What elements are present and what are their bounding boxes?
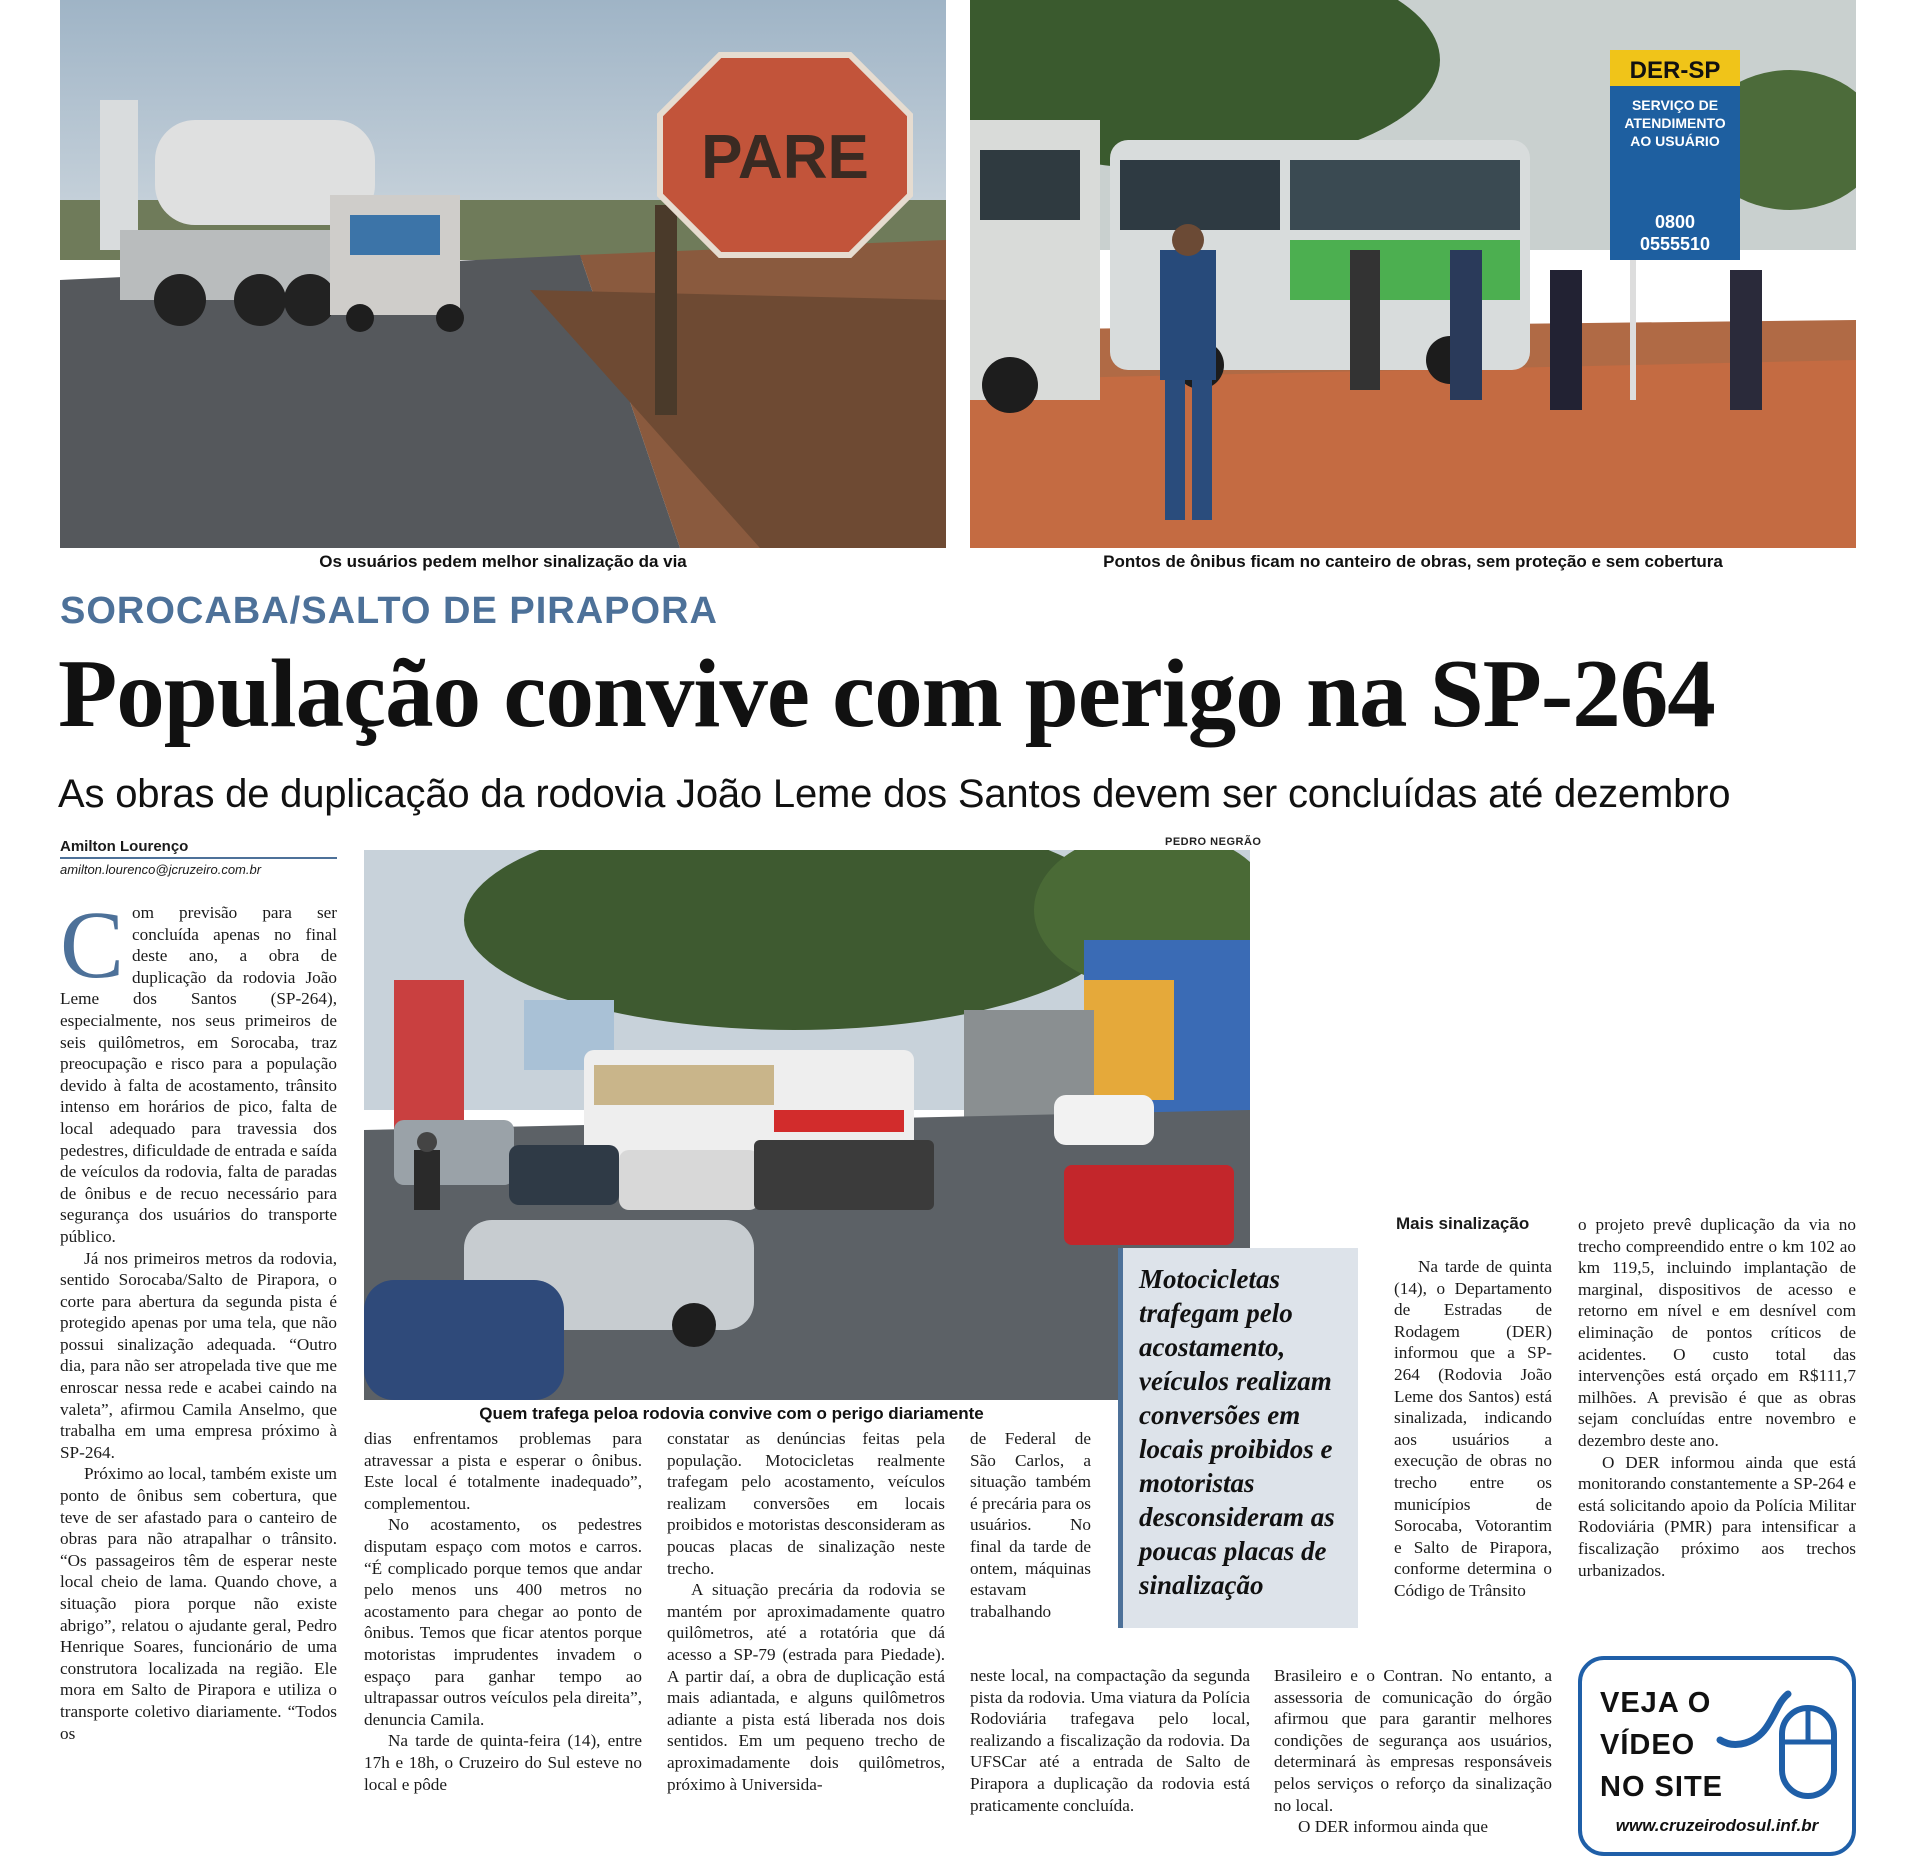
der-sign-phone-1: 0800 xyxy=(1654,212,1696,232)
paragraph: Próximo ao local, também existe um ponto de ônibus sem cobertura, que teve de ser afastado para o canteiro de obras para não atrapalhar o trânsito. “Os passageiros têm de esperar neste local cheio de lama. Quando chove, a situação piora porque não existe abrigo”, relatou o ajudante geral, Pedro Henrique Soares, funcionário de uma construtora localizada na região. Ele mora em Salto de Pirapora e utiliza o transporte coletivo diariamente. “Todos os xyxy=(60,1464,337,1743)
video-badge[interactable] xyxy=(1578,1656,1856,1856)
der-sign-title: DER-SP xyxy=(1629,57,1721,84)
photo-truck-stop-sign xyxy=(60,0,946,548)
paragraph: dias enfrentamos problemas para atravessar a pista e esperar o ônibus. Este local é totalmente inadequado”, complementou. xyxy=(364,1429,642,1513)
article-column-1 xyxy=(60,891,337,1744)
top-left-caption: Os usuários pedem melhor sinalização da via xyxy=(319,552,687,571)
der-sign-line-2: ATENDIMENTO xyxy=(1624,115,1726,131)
paragraph: Na tarde de quinta-feira (14), entre 17h e 18h, o Cruzeiro do Sul esteve no local e pôde xyxy=(364,1731,642,1794)
video-badge-line: VÍDEO xyxy=(1600,1729,1696,1761)
byline-rule xyxy=(60,857,337,859)
top-right-caption: Pontos de ônibus ficam no canteiro de obras, sem proteção e sem cobertura xyxy=(1103,552,1723,571)
article-column-5-narrow xyxy=(1394,1256,1552,1602)
paragraph: neste local, na compactação da segunda pista da rodovia. Uma viatura da Polícia Rodoviária trafegava pelo local, realizando a fiscalização da rodovia. Da UFSCar até a entrada de Salto de Pirapora a duplicação da rodovia está praticamente concluída. xyxy=(970,1666,1250,1815)
photo-truck-stop-sign-image xyxy=(60,0,946,548)
drop-cap: C xyxy=(60,891,125,998)
video-badge-line: NO SITE xyxy=(1600,1771,1724,1803)
main-photo-caption: Quem trafega peloa rodovia convive com o perigo diariamente xyxy=(479,1404,984,1423)
article-column-2 xyxy=(364,1428,642,1795)
pull-quote: Motocicletas trafegam pelo acostamento, veículos realizam conversões em locais proibidos e motoristas desconsideram as poucas placas de sinalização xyxy=(1118,1248,1358,1628)
paragraph: Na tarde de quinta (14), o Departamento de Estradas de Rodagem (DER) informou que a SP-264 (Rodovia João Leme dos Santos) está sinalizada, indicando aos usuários a execução de obras no trecho entre os municípios de Sorocaba, Votorantim e Salto de Pirapora, conforme determina o Código de Trânsito xyxy=(1394,1257,1552,1600)
byline-email: amilton.lourenco@jcruzeiro.com.br xyxy=(60,862,262,877)
paragraph: No acostamento, os pedestres disputam espaço com motos e carros. “É complicado porque temos que andar pelo menos uns 400 metros no acostamento para chegar ao ponto de ônibus. Temos que ficar atentos porque motoristas imprudentes invadem o espaço para ganhar tempo ao ultrapassar outros veículos pela direita”, denuncia Camila. xyxy=(364,1515,642,1729)
paragraph: de Federal de São Carlos, a situação também é precária para os usuários. No final da tarde de ontem, máquinas estavam trabalhando xyxy=(970,1429,1091,1621)
photo-credit: PEDRO NEGRÃO xyxy=(1165,836,1262,848)
paragraph: Já nos primeiros metros da rodovia, sentido Sorocaba/Salto de Pirapora, o corte para abertura da segunda pista é protegido apenas por uma tela, que não possui sinalização adequada. “Outro dia, para não ser atropelada tive que me enroscar nessa rede e acabei caindo na valeta”, afirmou Camila Anselmo, que trabalha em uma empresa próximo à SP-264. xyxy=(60,1248,337,1462)
section-kicker: SOROCABA/SALTO DE PIRAPORA xyxy=(60,590,718,632)
der-sign-phone-2: 0555510 xyxy=(1639,234,1711,254)
paragraph: constatar as denúncias feitas pela população. Motocicletas realmente trafegam pelo acostamento, veículos realizam conversões em locais proibidos e motoristas desconsideram as poucas placas de sinalização neste trecho. xyxy=(667,1429,945,1578)
video-badge-text xyxy=(1600,1682,1723,1808)
headline: População convive com perigo na SP-264 xyxy=(58,640,1715,747)
photo-bus-stop xyxy=(970,0,1856,548)
deck-subtitle: As obras de duplicação da rodovia João Leme dos Santos devem ser concluídas até dezembro xyxy=(58,772,1731,816)
paragraph: o projeto prevê duplicação da via no trecho compreendido entre o km 102 ao km 119,5, incluindo implantação de marginal, dispositivos de acesso e retorno em nível e em desnível com eliminação de pontos críticos de acidentes. O custo total das intervenções está orçado em R$111,7 milhões. A previsão é que as obras sejam concluídas entre novembro e dezembro deste ano. xyxy=(1578,1215,1856,1450)
article-column-6 xyxy=(1578,1214,1856,1581)
stop-sign-text: PARE xyxy=(701,123,869,192)
paragraph: Brasileiro e o Contran. No entanto, a assessoria de comunicação do órgão afirmou que para garantir melhores condições de segurança aos usuários, determinará às empresas responsáveis pelos serviços o reforço da sinalização no local. xyxy=(1274,1666,1552,1815)
article-column-4-narrow xyxy=(970,1428,1091,1622)
paragraph: O DER informou ainda que xyxy=(1298,1817,1488,1837)
article-column-3 xyxy=(667,1428,945,1795)
paragraph: O DER informou ainda que está monitorando constantemente a SP-264 e está solicitando apoio da Polícia Militar Rodoviária (PMR) para intensificar a fiscalização próximo aos trechos urbanizados. xyxy=(1578,1452,1856,1580)
article-column-4-wide xyxy=(970,1665,1250,1816)
der-sign-line-3: AO USUÁRIO xyxy=(1630,133,1720,149)
paragraph: A situação precária da rodovia se mantém por aproximadamente quatro quilômetros, até a rotatória que dá acesso a SP-79 (estrada para Piedade). A partir daí, a obra de duplicação está mais adiantada, e alguns quilômetros adiante a pista está liberada nos dois sentidos. Em um pequeno trecho de aproximadamente dois quilômetros, próximo à Universida- xyxy=(667,1580,945,1794)
article-column-5-wide xyxy=(1274,1665,1552,1838)
video-badge-line: VEJA O xyxy=(1600,1687,1712,1719)
paragraph: om previsão para ser concluída apenas no final deste ano, a obra de duplicação da rodovia João Leme dos Santos (SP-264), especialmente, nos seus primeiros de seis quilômetros, em Sorocaba, traz preocupação e risco para a população devido à falta de acostamento, trânsito intenso em horários de pico, falta de local adequado para travessia dos pedestres, dificuldade de entrada e saída de veículos da rodovia, falta de paradas de ônibus e de recuo necessário para segurança dos usuários do transporte público. xyxy=(60,903,337,1246)
der-sign-line-1: SERVIÇO DE xyxy=(1631,97,1719,113)
video-badge-url[interactable]: www.cruzeirodosul.inf.br xyxy=(1615,1816,1819,1835)
mouse-icon xyxy=(1716,1680,1846,1810)
subhead-mais-sinalizacao: Mais sinalização xyxy=(1396,1214,1530,1233)
byline-author: Amilton Lourenço xyxy=(60,838,189,855)
photo-bus-stop-image xyxy=(970,0,1856,548)
